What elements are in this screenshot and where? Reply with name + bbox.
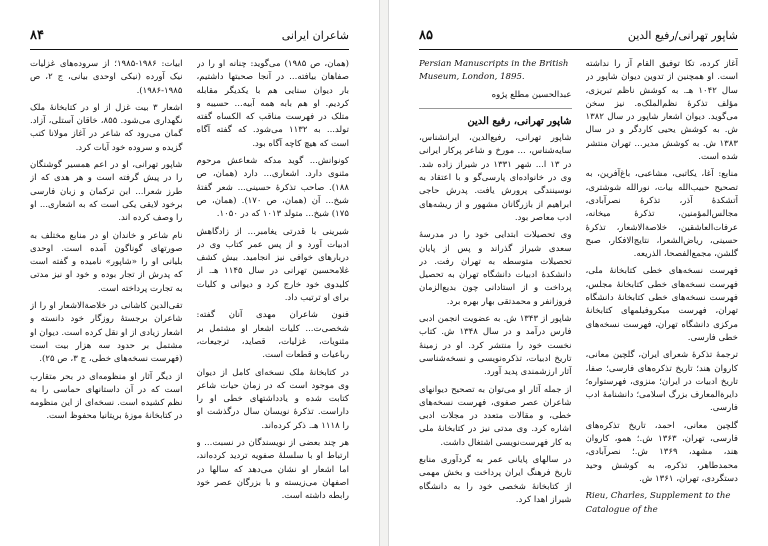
paragraph: فنون شاعران مهدی آنان گفته: شخصی‌ت... کلیات اشعار او مشتمل بر مثنویات، غزلیات، قصاید، ترجیعات، رباعیات و قطعات است. bbox=[196, 310, 349, 361]
paragraph: ترجمهٔ تذکرهٔ شعرای ایران، گلچین معانی، کاروان هند؛ تاریخ تذکره‌های فارسی؛ صفا، تاریخ ادبیات در ایران؛ منزوی، فهرستواره؛ دایرةالمعارف بزرگ اسلامی؛ دانشنامهٔ ادب فارسی. bbox=[585, 350, 738, 414]
entry-title: شاپور تهرانی، رفیع الدین bbox=[467, 115, 572, 127]
paragraph: در سالهای پایانی عمر به گردآوری منابع تاریخ فرهنگ ایران پرداخت و بخش مهمی از کتابخانهٔ شخصی خود را به دانشگاه شیراز اهدا کرد. bbox=[419, 455, 572, 505]
left-header-rule bbox=[30, 49, 349, 50]
left-running-title: شاعران ایرانی bbox=[281, 29, 349, 42]
paragraph: نام شاعر و خاندان او در منابع مختلف به صورتهای گوناگون آمده است. اوحدی بلیانی او را «شاپور» نامیده و گفته است که پدرش از تجار بوده و خود او نیز مدتی به تجارت پرداخته است. bbox=[30, 230, 183, 294]
paragraph: تقی‌الدین کاشانی در خلاصة‌الاشعار او را از شاعران برجستهٔ روزگار خود دانسته و اشعار زیادی از او نقل کرده است. دیوان او مشتمل بر حدود سه هزار بیت است (فهرست نسخه‌های خطی، ج ۳، ص ۲۵). bbox=[30, 301, 183, 365]
paragraph: وی تحصیلات ابتدایی خود را در مدرسهٔ سعدی شیراز گذراند و پس از پایان تحصیلات متوسطه به تهران رفت. در دانشکدهٔ ادبیات دانشگاه تهران به تحصیل پرداخت و از استادانی چون بدیع‌الزمان فروزانفر و محمدتقی بهار بهره برد. bbox=[419, 230, 572, 307]
paragraph: شاپور تهرانی، رفیع‌الدین، ایرانشناس، سایه‌شناس، ... مورخ و شاعر پرکار ایرانی در ۱۳ ا... شهر ۱۳۳۱ در شیراز زاده شد. وی در خانواده‌ای پارسی‌گو و با اعتقاد به نوسینندگی پرورش یافت. پدرش حاجی ابراهیم از بازرگانان مشهور و از ریشه‌های ادب معاصر بود. bbox=[419, 133, 572, 223]
bibliography-entry-bottom: Rieu, Charles, Supplement to the Catalogue of the bbox=[585, 491, 731, 515]
left-page-number: ۸۴ bbox=[30, 28, 44, 43]
paragraph: گلچین معانی، احمد، تاریخ تذکره‌های فارسی، تهران، ۱۳۶۳ ش.؛ همو، کاروان هند، مشهد، ۱۳۶۹ ش.؛ نصرآبادی، محمدطاهر، تذکره، به کوشش وحید دستگردی، تهران، ۱۳۶۱ ش. bbox=[585, 420, 738, 484]
paragraph: از دیگر آثار او منظومه‌ای در بحر متقارب است که در آن داستانهای حماسی را به نظم کشیده است. نسخه‌ای از این منظومه در کتابخانهٔ موزهٔ بریتانیا محفوظ است. bbox=[30, 371, 183, 422]
left-page-column-left bbox=[30, 58, 183, 528]
paragraph: هر چند بعضی از نویسندگان در نسبت... و ارتباط او با سلسلهٔ صفویه تردید کرده‌اند، اما اشعار او نشان می‌دهد که سالها در اصفهان می‌زیسته و با بزرگان عصر خود رابطه داشته است. bbox=[196, 438, 349, 502]
paragraph: آغاز کرده، تکا توفیق القام آز را نداشته است. او همچنین از تدوین دیوان شاپور در سال ۱۰۴۲ هـ. به کوشش ناظم تبریزی، مؤلف تذکرهٔ نظم‌الملک‌ه. نیز سخن می‌گوید. دیوان اشعار شاپور در سال ۱۳۸۲ ش. به کوشش یحیی کاردگر و در سال ۱۳۸۳ ش. به کوشش مدیر... تهران منتشر شده است. bbox=[585, 59, 738, 163]
entry-separator bbox=[419, 108, 572, 109]
paragraph: (همان، ص ۱۹۸۵) می‌گوید: چنانه او را در صفاهان بیافته... در آنجا صحبتها داشتیم، بار دیوان سنایی هم با یکدیگر مقابله کردیم. او هم بابه همه آبیه... حسیبه و متلک در فهرست مناقب که الکساه گفته تولد... به ۱۱۳۲ می‌شود. که گفته آگاه است که هیچ کاچه آگاه بود. bbox=[196, 59, 349, 149]
right-page-column-right bbox=[586, 58, 739, 528]
paragraph: از جمله آثار او می‌توان به تصحیح دیوانهای شاعران عصر صفوی، فهرست نسخه‌های خطی، و مقالات متعدد در مجلات ادبی اشاره کرد. وی مدتی نیز در کتابخانهٔ ملی به کار فهرست‌نویسی اشتغال داشت. bbox=[419, 384, 572, 448]
paragraph: شیرینی با قدرتی یغامبر... از زادگاهش ادبیات آورد و از پس عمر کتاب وی در دربارهای خوافی نیز انجامید. بیش کشف غلامحسین تهرانی در سال ۱۱۴۵ هـ. از کلیدوی خود خارج کرد و دیوانی و کلیات برای او ترتیب داد. bbox=[196, 226, 349, 304]
right-page-column-left bbox=[419, 58, 572, 528]
right-header-rule bbox=[419, 49, 738, 50]
paragraph: فهرست نسخه‌های خطی کتابخانهٔ ملی، فهرست نسخه‌های خطی کتابخانهٔ مجلس، فهرست نسخه‌های خطی کتابخانهٔ دانشگاه تهران، فهرست میکروفیلمهای کتابخانهٔ مرکزی دانشگاه تهران، فهرست نسخه‌های خطی فارسی. bbox=[585, 266, 738, 343]
right-page-number: ۸۵ bbox=[419, 28, 433, 43]
right-running-title: شاپور تهرانی/رفیع الدین bbox=[627, 29, 738, 42]
left-running-header bbox=[30, 28, 349, 43]
bibliography-entry: Persian Manuscripts in the British Museum, London, 1895. bbox=[419, 59, 569, 83]
paragraph: کونوانش... گوید مدکه شعاعش مرحوم مثنوی دارد. اشعاری... دارد (همان، ص ۱۸۸). صاحب تذکرهٔ حسینی... شعر گفتهٔ شیخ... آن (همان، ص ۱۷۰). (همان، ص ۱۷۵) شیخ... متولد ۱۰۱۳ که در ۱۰۵۰. bbox=[196, 156, 349, 220]
paragraph: در کتابخانهٔ ملک نسخه‌ای کامل از دیوان وی موجود است که در زمان حیات شاعر کتابت شده و یادداشتهای خطی او را داراست. تذکرهٔ نویسان سال درگذشت او را ۱۱۱۸ هـ. ذکر کرده‌اند. bbox=[196, 367, 349, 431]
paragraph: شاپور تهرانی، او در اعم همسیر گوشنگان را در پیش گرفته است و هر هدی که از طرز شعرا... ابن ترکمان و زبان فارسی برخود لایقی یکی است که به اشعاری... او را وصف کرده اند. bbox=[30, 160, 183, 224]
paragraph: منابع: آغا، یکاتبی، مشاعبی، باغ‌آفرین، به تصحیح حبیب‌الله بیات، نورالله شوشتری، آتشکدهٔ آذر، تذکرهٔ نصرآبادی، مجالس‌المؤمنین، تذکرهٔ میخانه، عرفات‌العاشقین، خلاصةالاشعار، تذکرهٔ حسینی، ریاض‌الشعرا، نتایج‌الافکار، صبح گلشن، مجمع‌الفصحا، الذریعه. bbox=[585, 169, 738, 260]
paragraph: ابیات: ۱۹۸۶-۱۹۸۵؛ از سروده‌های غزلیات نیک آورده (نیکی اوحدی بیانی، ج ۲، ص ۱۹۸۵-۱۹۸۶). bbox=[30, 59, 183, 96]
right-page bbox=[388, 0, 768, 546]
paragraph: شاپور از ۱۳۴۳ ش. به عضویت انجمن ادبی فارس درآمد و در سال ۱۳۴۸ ش. کتاب نخست خود را منتشر کرد. او در زمینهٔ تاریخ ادبیات، تذکره‌نویسی و نسخه‌شناسی آثار ارزشمندی پدید آورد. bbox=[419, 314, 572, 378]
left-page-column-right bbox=[197, 58, 350, 528]
left-page bbox=[0, 0, 380, 546]
author-signature: عبدالحسین مطلع پژوه bbox=[491, 89, 572, 100]
right-running-header bbox=[419, 28, 738, 43]
paragraph: اشعار ۳ بیت غزل از او در کتابخانهٔ ملک نگهداری می‌شود. ۸۵۵، خاقان آستلی، آزاد. گمان می‌رود که شاعر در آغاز مولانا کتب گزیده و سروده خود آیات کرد. bbox=[30, 102, 183, 153]
